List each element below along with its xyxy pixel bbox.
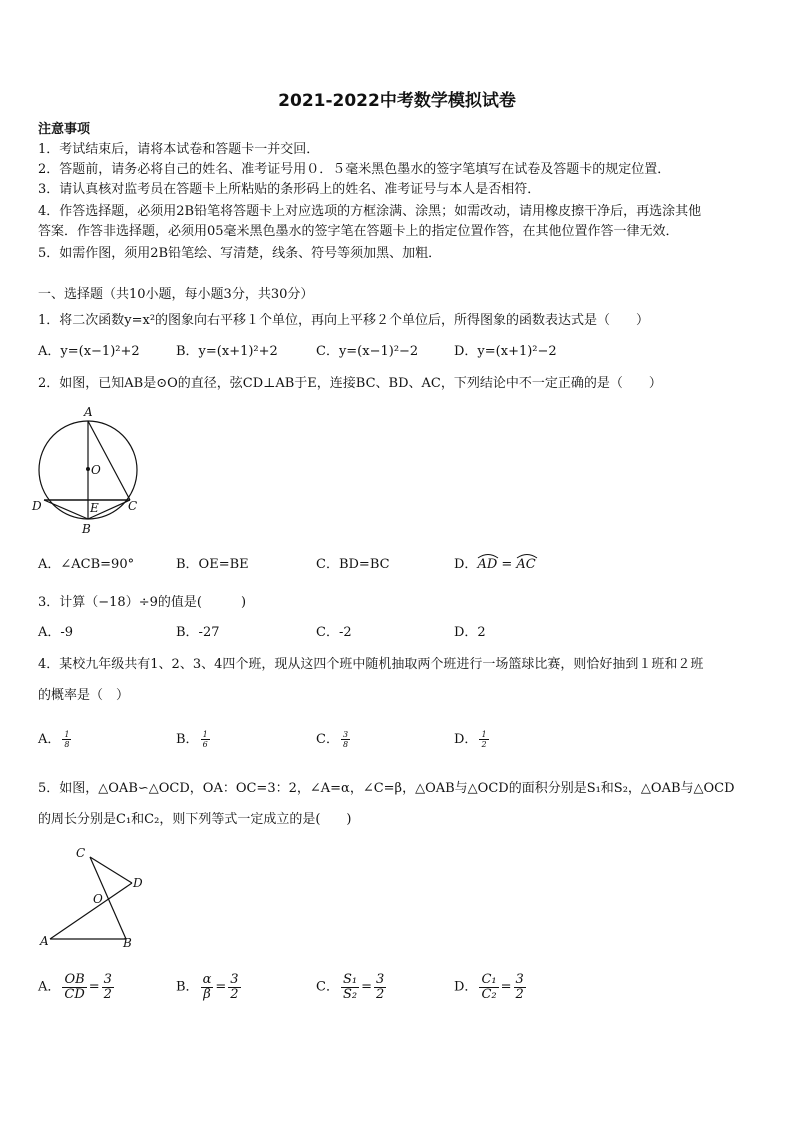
question-3-stem: 3．计算（−18）÷9的值是( ) [38, 595, 247, 610]
label-o: O [93, 892, 103, 906]
q3-option-b[interactable]: B．-27 [176, 625, 220, 640]
q1-option-d[interactable]: D．y=(x+1)²−2 [454, 344, 557, 359]
question-2-stem: 2．如图，已知AB是⊙O的直径，弦CD⊥AB于E，连接BC、BD、AC，下列结论中不一定正确的是（ ） [38, 376, 662, 391]
circle-figure [30, 402, 144, 540]
triangle-figure [34, 842, 154, 952]
segment-ad [50, 883, 132, 939]
arc-symbol-icon [516, 553, 538, 559]
notice-item: 4．作答选择题，必须用2B铅笔将答题卡上对应选项的方框涂满、涂黑；如需改动，请用橡皮擦干净后，再选涂其他 [38, 204, 702, 219]
q3-option-c[interactable]: C．-2 [316, 625, 352, 640]
label-d: D [32, 499, 42, 513]
label-b: B [123, 936, 132, 950]
page-title: 2021-2022中考数学模拟试卷 [278, 91, 516, 111]
q5-option-a[interactable]: A． $\frac{OB}{CD}$ = $\frac{3}{2}$ [38, 972, 112, 1002]
notice-item: 1．考试结束后，请将本试卷和答题卡一并交回． [38, 142, 320, 157]
q3-option-a[interactable]: A．-9 [38, 625, 74, 640]
label-c: C [76, 846, 86, 860]
center-point [86, 467, 90, 471]
question-4-stem-line2: 的概率是（ ） [38, 688, 130, 703]
question-1-stem: 1．将二次函数y=x²的图象向右平移１个单位，再向上平移２个单位后，所得图象的函数表达式是（ ） [38, 313, 650, 328]
q1-option-b[interactable]: B．y=(x+1)²+2 [176, 344, 278, 359]
notice-item: 答案．作答非选择题，必须用05毫米黑色墨水的签字笔在答题卡上的指定位置作答，在其他位置作答一律无效． [38, 224, 679, 239]
q4-option-d[interactable]: D． $\frac{1}{2}$ [454, 730, 487, 749]
question-5-stem-line1: 5．如图，△OAB∽△OCD，OA：OC=3：2，∠A=α，∠C=β，△OAB与△OCD的面积分别是S₁和S₂，△OAB与△OCD [38, 781, 735, 796]
label-o: O [91, 463, 101, 477]
segment-bd [44, 500, 88, 519]
q2-option-a[interactable]: A．∠ACB=90° [38, 557, 135, 572]
notice-item: 3．请认真核对监考员在答题卡上所粘贴的条形码上的姓名、准考证号与本人是否相符． [38, 182, 541, 197]
label-b: B [82, 522, 91, 536]
segment-ac [88, 421, 130, 500]
arc-ad: AD [477, 556, 497, 574]
label-a: A [84, 405, 93, 419]
label-e: E [90, 501, 99, 515]
label-c: C [128, 499, 138, 513]
q1-option-c[interactable]: C．y=(x−1)²−2 [316, 344, 419, 359]
arc-ac: AC [516, 556, 535, 574]
label-d: D [133, 876, 143, 890]
q2-option-c[interactable]: C．BD=BC [316, 557, 390, 572]
notice-item: 5．如需作图，须用2B铅笔绘、写清楚，线条、符号等须加黑、加粗． [38, 246, 442, 261]
arc-symbol-icon [477, 553, 499, 559]
question-5-stem-line2: 的周长分别是C₁和C₂，则下列等式一定成立的是( ) [38, 812, 352, 827]
q2-option-d[interactable]: D． AD = AC [454, 556, 536, 574]
q1-option-a[interactable]: A．y=(x−1)²+2 [38, 344, 140, 359]
q4-option-b[interactable]: B． $\frac{1}{6}$ [176, 730, 208, 749]
notice-item: 2．答题前，请务必将自己的姓名、准考证号用０．５毫米黑色墨水的签字笔填写在试卷及答题卡的规定位置． [38, 162, 671, 177]
q5-option-d[interactable]: D． $\frac{\text{C₁}}{\text{C₂}}$ = $\frac{3}{2}$ [454, 972, 524, 1002]
q5-option-c[interactable]: C． $\frac{\text{S₁}}{\text{S₂}}$ = $\frac{3}{2}$ [316, 972, 385, 1002]
q2-option-b[interactable]: B．OE=BE [176, 557, 249, 572]
label-a: A [40, 934, 49, 948]
q4-option-a[interactable]: A． $\frac{1}{8}$ [38, 730, 70, 749]
notice-heading: 注意事项 [38, 122, 91, 137]
q3-option-d[interactable]: D．2 [454, 625, 486, 640]
q2-option-d-label: D． [454, 557, 478, 572]
section-heading: 一、选择题（共10小题，每小题3分，共30分） [38, 287, 314, 302]
q4-option-c[interactable]: C． $\frac{3}{8}$ [316, 730, 349, 749]
question-4-stem-line1: 4．某校九年级共有1、2、3、4四个班，现从这四个班中随机抽取两个班进行一场篮球比赛，则恰好抽到１班和２班 [38, 657, 704, 672]
q5-option-b[interactable]: B． $\frac{\alpha}{\beta}$ = $\frac{3}{2}$ [176, 972, 239, 1002]
